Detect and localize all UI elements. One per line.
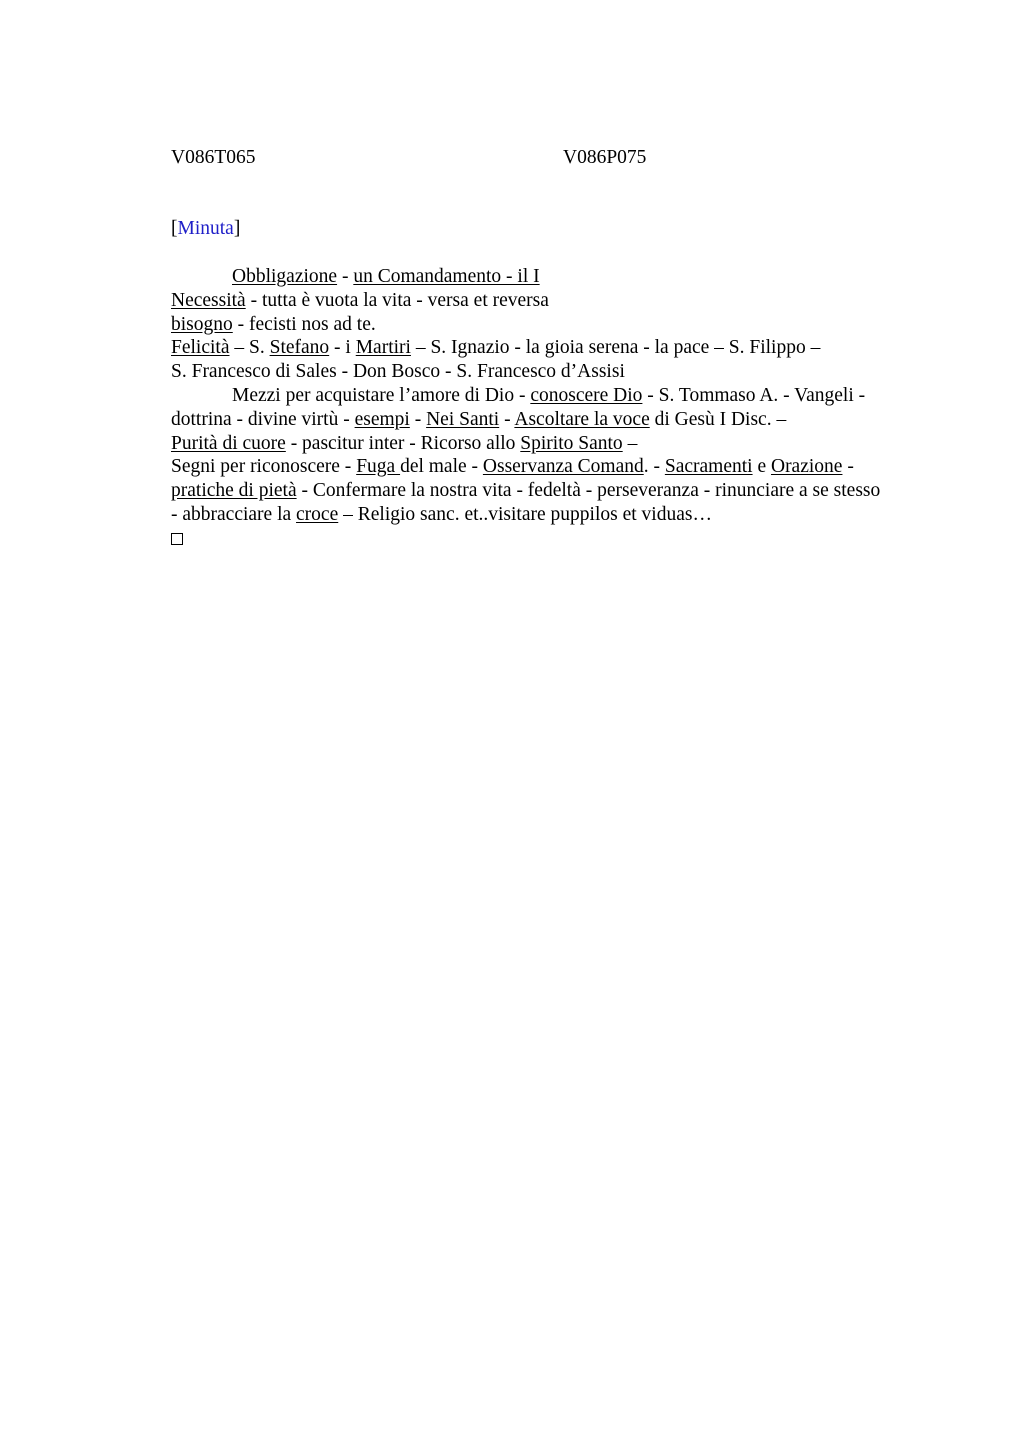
text-segment: - fecisti nos ad te. bbox=[232, 313, 376, 335]
text-segment: - tutta è vuota la vita - versa et reversa bbox=[245, 289, 549, 311]
underlined-text: Necessità bbox=[171, 289, 246, 311]
text-segment: - S. Tommaso A. - Vangeli - bbox=[642, 384, 866, 406]
underlined-text: pratiche di pietà bbox=[171, 480, 297, 502]
text-segment: – bbox=[622, 432, 638, 454]
text-segment: - i bbox=[329, 337, 356, 359]
text-segment: dottrina - divine virtù - bbox=[171, 408, 355, 430]
text-segment: Segni per riconoscere - bbox=[171, 456, 357, 478]
text-segment: - abbracciare la bbox=[171, 503, 297, 525]
document-body bbox=[171, 265, 951, 552]
text-segment: - bbox=[337, 266, 354, 287]
text-line bbox=[171, 503, 951, 527]
text-segment: – S. bbox=[229, 337, 270, 359]
underlined-text: conoscere Dio bbox=[530, 384, 643, 406]
text-segment: - bbox=[409, 408, 427, 430]
underlined-text: esempi bbox=[354, 408, 410, 430]
text-line bbox=[171, 289, 951, 313]
text-segment: - pascitur inter - Ricorso allo bbox=[285, 432, 521, 454]
text-line bbox=[171, 408, 951, 432]
text-line bbox=[171, 432, 951, 456]
underlined-text: Ascoltare la voce bbox=[514, 408, 650, 430]
document-code-left: V086T065 bbox=[171, 147, 256, 168]
text-line bbox=[171, 455, 951, 479]
checkbox-square-icon bbox=[171, 533, 183, 545]
text-segment: – S. Ignazio - la gioia serena - la pace – S. Filippo – bbox=[410, 337, 821, 359]
text-line bbox=[171, 360, 951, 384]
underlined-text: Spirito Santo bbox=[520, 432, 623, 454]
text-line bbox=[171, 313, 951, 337]
text-segment: e bbox=[752, 456, 771, 478]
underlined-text: Fuga bbox=[356, 456, 401, 478]
underlined-text: Purità di cuore bbox=[171, 432, 286, 454]
end-marker-line bbox=[171, 527, 951, 552]
underlined-text: bisogno bbox=[171, 313, 233, 335]
underlined-text: Sacramenti bbox=[664, 456, 753, 478]
text-segment: S. Francesco di Sales - Don Bosco - S. Francesco d’Assisi bbox=[171, 361, 625, 383]
close-bracket: ] bbox=[233, 218, 241, 239]
underlined-text: Obbligazione bbox=[232, 266, 338, 287]
document-code-right: V086P075 bbox=[563, 147, 647, 168]
text-segment: del male - bbox=[400, 456, 483, 478]
underlined-text: un Comandamento - il I bbox=[353, 266, 540, 287]
underlined-text: Nei Santi bbox=[426, 408, 500, 430]
underlined-text: Felicità bbox=[171, 337, 230, 359]
open-bracket: [ bbox=[171, 218, 178, 239]
text-line bbox=[171, 336, 951, 360]
text-segment: - bbox=[842, 456, 854, 478]
text-line bbox=[171, 384, 951, 408]
underlined-text: Orazione bbox=[770, 456, 843, 478]
text-segment: Mezzi per acquistare l’amore di Dio - bbox=[232, 384, 531, 406]
minuta-label bbox=[171, 217, 240, 241]
minuta-word: Minuta bbox=[177, 218, 234, 239]
text-line bbox=[171, 479, 951, 503]
text-segment: - Confermare la nostra vita - fedeltà - perseveranza - rinunciare a se stesso bbox=[296, 480, 881, 502]
text-segment: . - bbox=[643, 456, 665, 478]
underlined-text: Stefano bbox=[269, 337, 330, 359]
text-segment: di Gesù I Disc. – bbox=[649, 408, 787, 430]
text-segment: - bbox=[499, 408, 515, 430]
text-line bbox=[171, 265, 951, 289]
underlined-text: croce bbox=[296, 503, 339, 525]
underlined-text: Osservanza Comand bbox=[482, 456, 644, 478]
underlined-text: Martiri bbox=[355, 337, 411, 359]
text-segment: – Religio sanc. et..visitare puppilos et viduas… bbox=[338, 503, 712, 525]
